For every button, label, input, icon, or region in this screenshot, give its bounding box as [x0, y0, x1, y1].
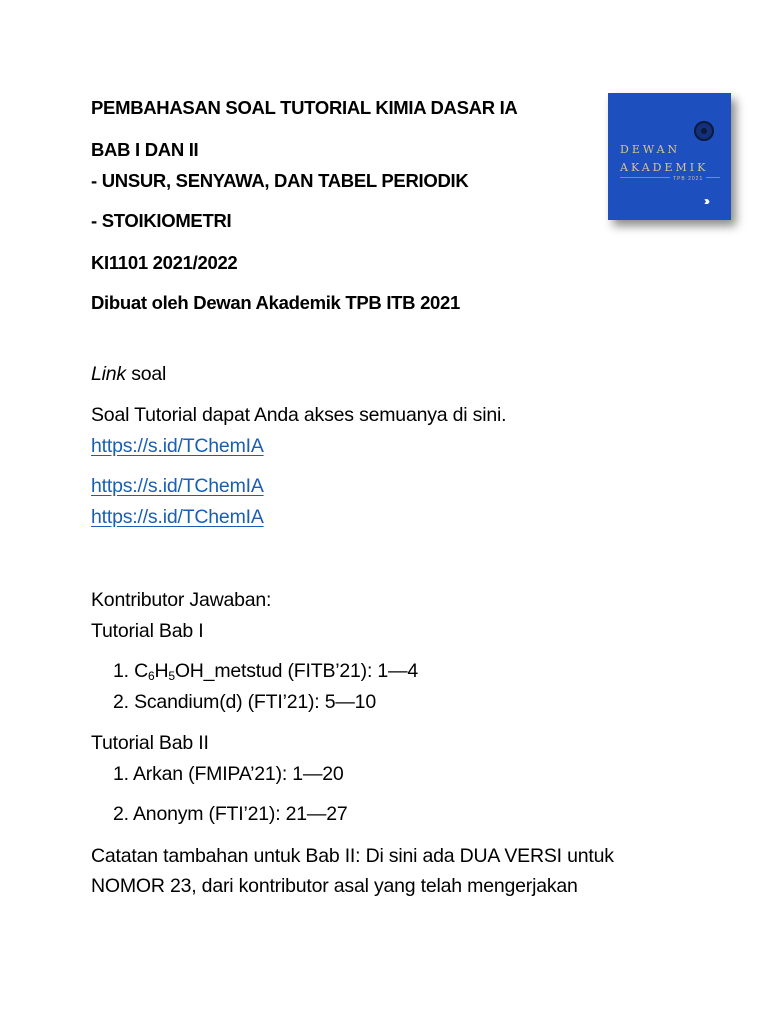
list-item: 1. Arkan (FMIPA’21): 1—20	[113, 763, 344, 785]
contributors-heading: Kontributor Jawaban:	[91, 589, 272, 611]
note-line-2: NOMOR 23, dari kontributor asal yang telah mengerjakan	[91, 875, 578, 897]
tutorial-bab1-title: Tutorial Bab I	[91, 620, 204, 642]
chevrons-right-icon: ›››	[704, 194, 707, 208]
links-heading-rest: soal	[125, 363, 167, 385]
tutorial-bab2-title: Tutorial Bab II	[91, 732, 209, 754]
soal-link-3[interactable]: https://s.id/TChemIA	[91, 506, 264, 528]
dewan-akademik-logo	[608, 93, 731, 220]
links-description: Soal Tutorial dapat Anda akses semuanya di sini.	[91, 404, 507, 426]
note-line-1: Catatan tambahan untuk Bab II: Di sini ada DUA VERSI untuk	[91, 845, 614, 867]
links-heading	[91, 363, 166, 386]
links-heading-italic: Link	[91, 363, 126, 385]
logo-word-dewan: DEWAN	[620, 143, 681, 156]
chapter-topic-2: - STOIKIOMETRI	[91, 210, 232, 231]
author-line: Dibuat oleh Dewan Akademik TPB ITB 2021	[91, 292, 461, 313]
chapter-topic-1: - UNSUR, SENYAWA, DAN TABEL PERIODIK	[91, 170, 469, 191]
course-code: KI1101 2021/2022	[91, 252, 238, 273]
list-item: 2. Scandium(d) (FTI’21): 5—10	[113, 691, 376, 713]
logo-year: TPB 2021	[670, 176, 706, 182]
logo-word-akademik: AKADEMIK	[620, 161, 709, 174]
list-item: 1. $C_6H_5OH\_metstud$ (FITB’21): 1—4	[113, 660, 418, 683]
document-title: PEMBAHASAN SOAL TUTORIAL KIMIA DASAR IA	[91, 97, 518, 118]
chapter-title: BAB I DAN II	[91, 139, 199, 160]
soal-link-1[interactable]: https://s.id/TChemIA	[91, 435, 264, 457]
list-item: 2. Anonym (FTI’21): 21—27	[113, 803, 348, 825]
soal-link-2[interactable]: https://s.id/TChemIA	[91, 475, 264, 497]
itb-seal-icon	[694, 121, 714, 141]
